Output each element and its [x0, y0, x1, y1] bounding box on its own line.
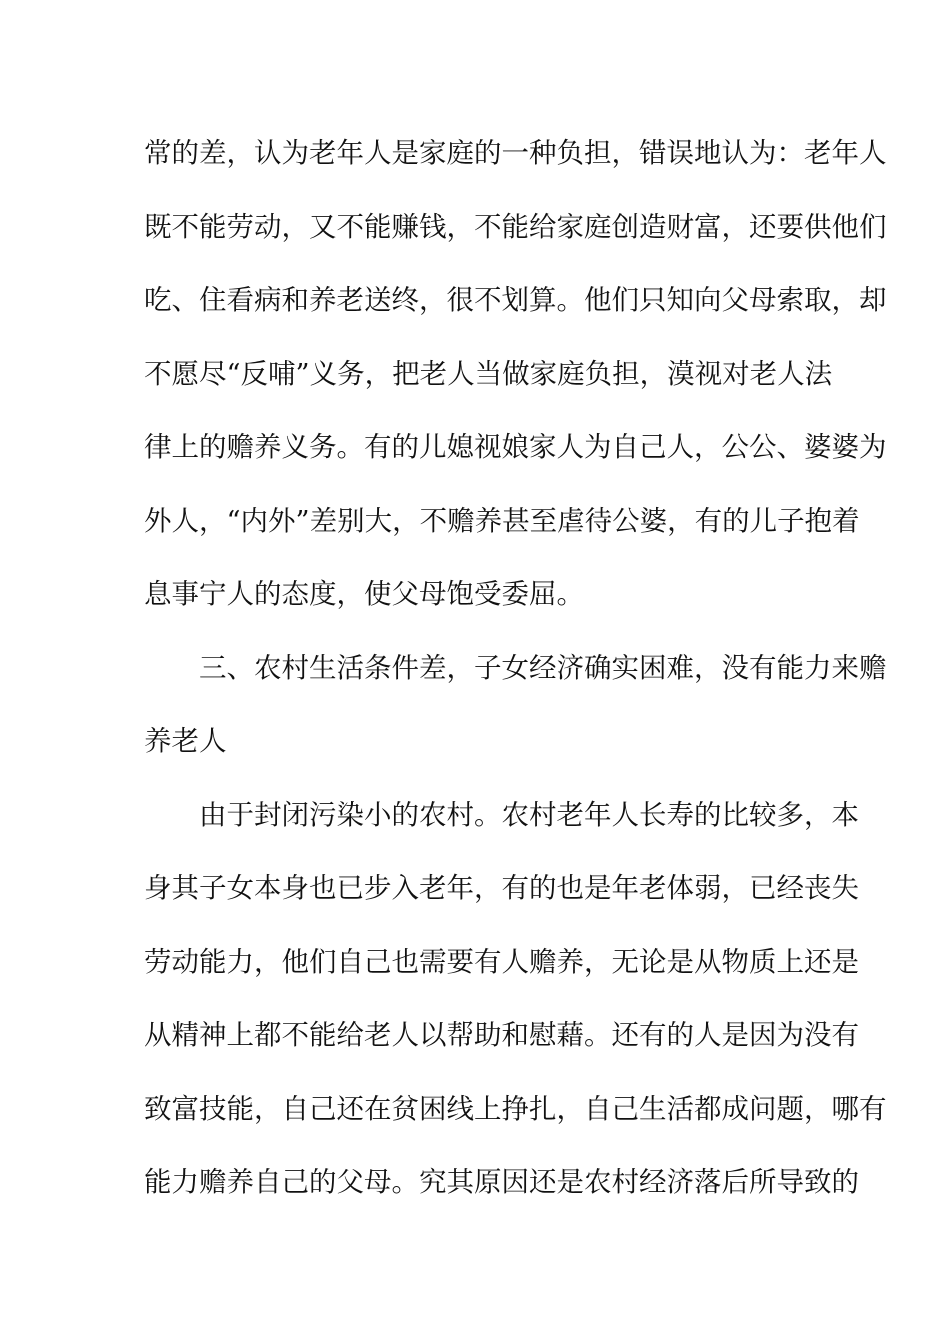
- text-line: 致富技能，自己还在贫困线上挣扎，自己生活都成问题，哪有: [144, 1092, 887, 1125]
- paragraph-2: [144, 785, 887, 1226]
- text-line: 既不能劳动，又不能赚钱，不能给家庭创造财富，还要供他们: [144, 210, 887, 243]
- text-line: 息事宁人的态度，使父母饱受委屈。: [144, 578, 584, 610]
- section-heading-3: [144, 638, 887, 785]
- text-line: 能力赡养自己的父母。究其原因还是农村经济落后所导致的: [144, 1166, 859, 1198]
- text-line: 劳动能力，他们自己也需要有人赡养，无论是从物质上还是: [144, 945, 859, 978]
- text-line: 吃、住看病和养老送终，很不划算。他们只知向父母索取，却: [144, 284, 887, 316]
- text-line: 不愿尽“反哺”义务，把老人当做家庭负担，漠视对老人法: [144, 357, 833, 390]
- text-line: 由于封闭污染小的农村。农村老年人长寿的比较多，本: [199, 798, 859, 831]
- body-text: [144, 123, 887, 1226]
- text-line: 从精神上都不能给老人以帮助和慰藉。还有的人是因为没有: [144, 1019, 859, 1051]
- paragraph-1: [144, 123, 887, 638]
- text-line: 常的差，认为老年人是家庭的一种负担，错误地认为：老年人: [144, 137, 887, 169]
- text-line: 律上的赡养义务。有的儿媳视娘家人为自己人，公公、婆婆为: [144, 431, 887, 463]
- text-line: 三、农村生活条件差，子女经济确实困难，没有能力来赡: [199, 651, 887, 684]
- text-line: 身其子女本身也已步入老年，有的也是年老体弱，已经丧失: [144, 872, 859, 904]
- text-line: 外人，“内外”差别大，不赡养甚至虐待公婆，有的儿子抱着: [144, 504, 860, 537]
- text-line: 养老人: [144, 725, 227, 757]
